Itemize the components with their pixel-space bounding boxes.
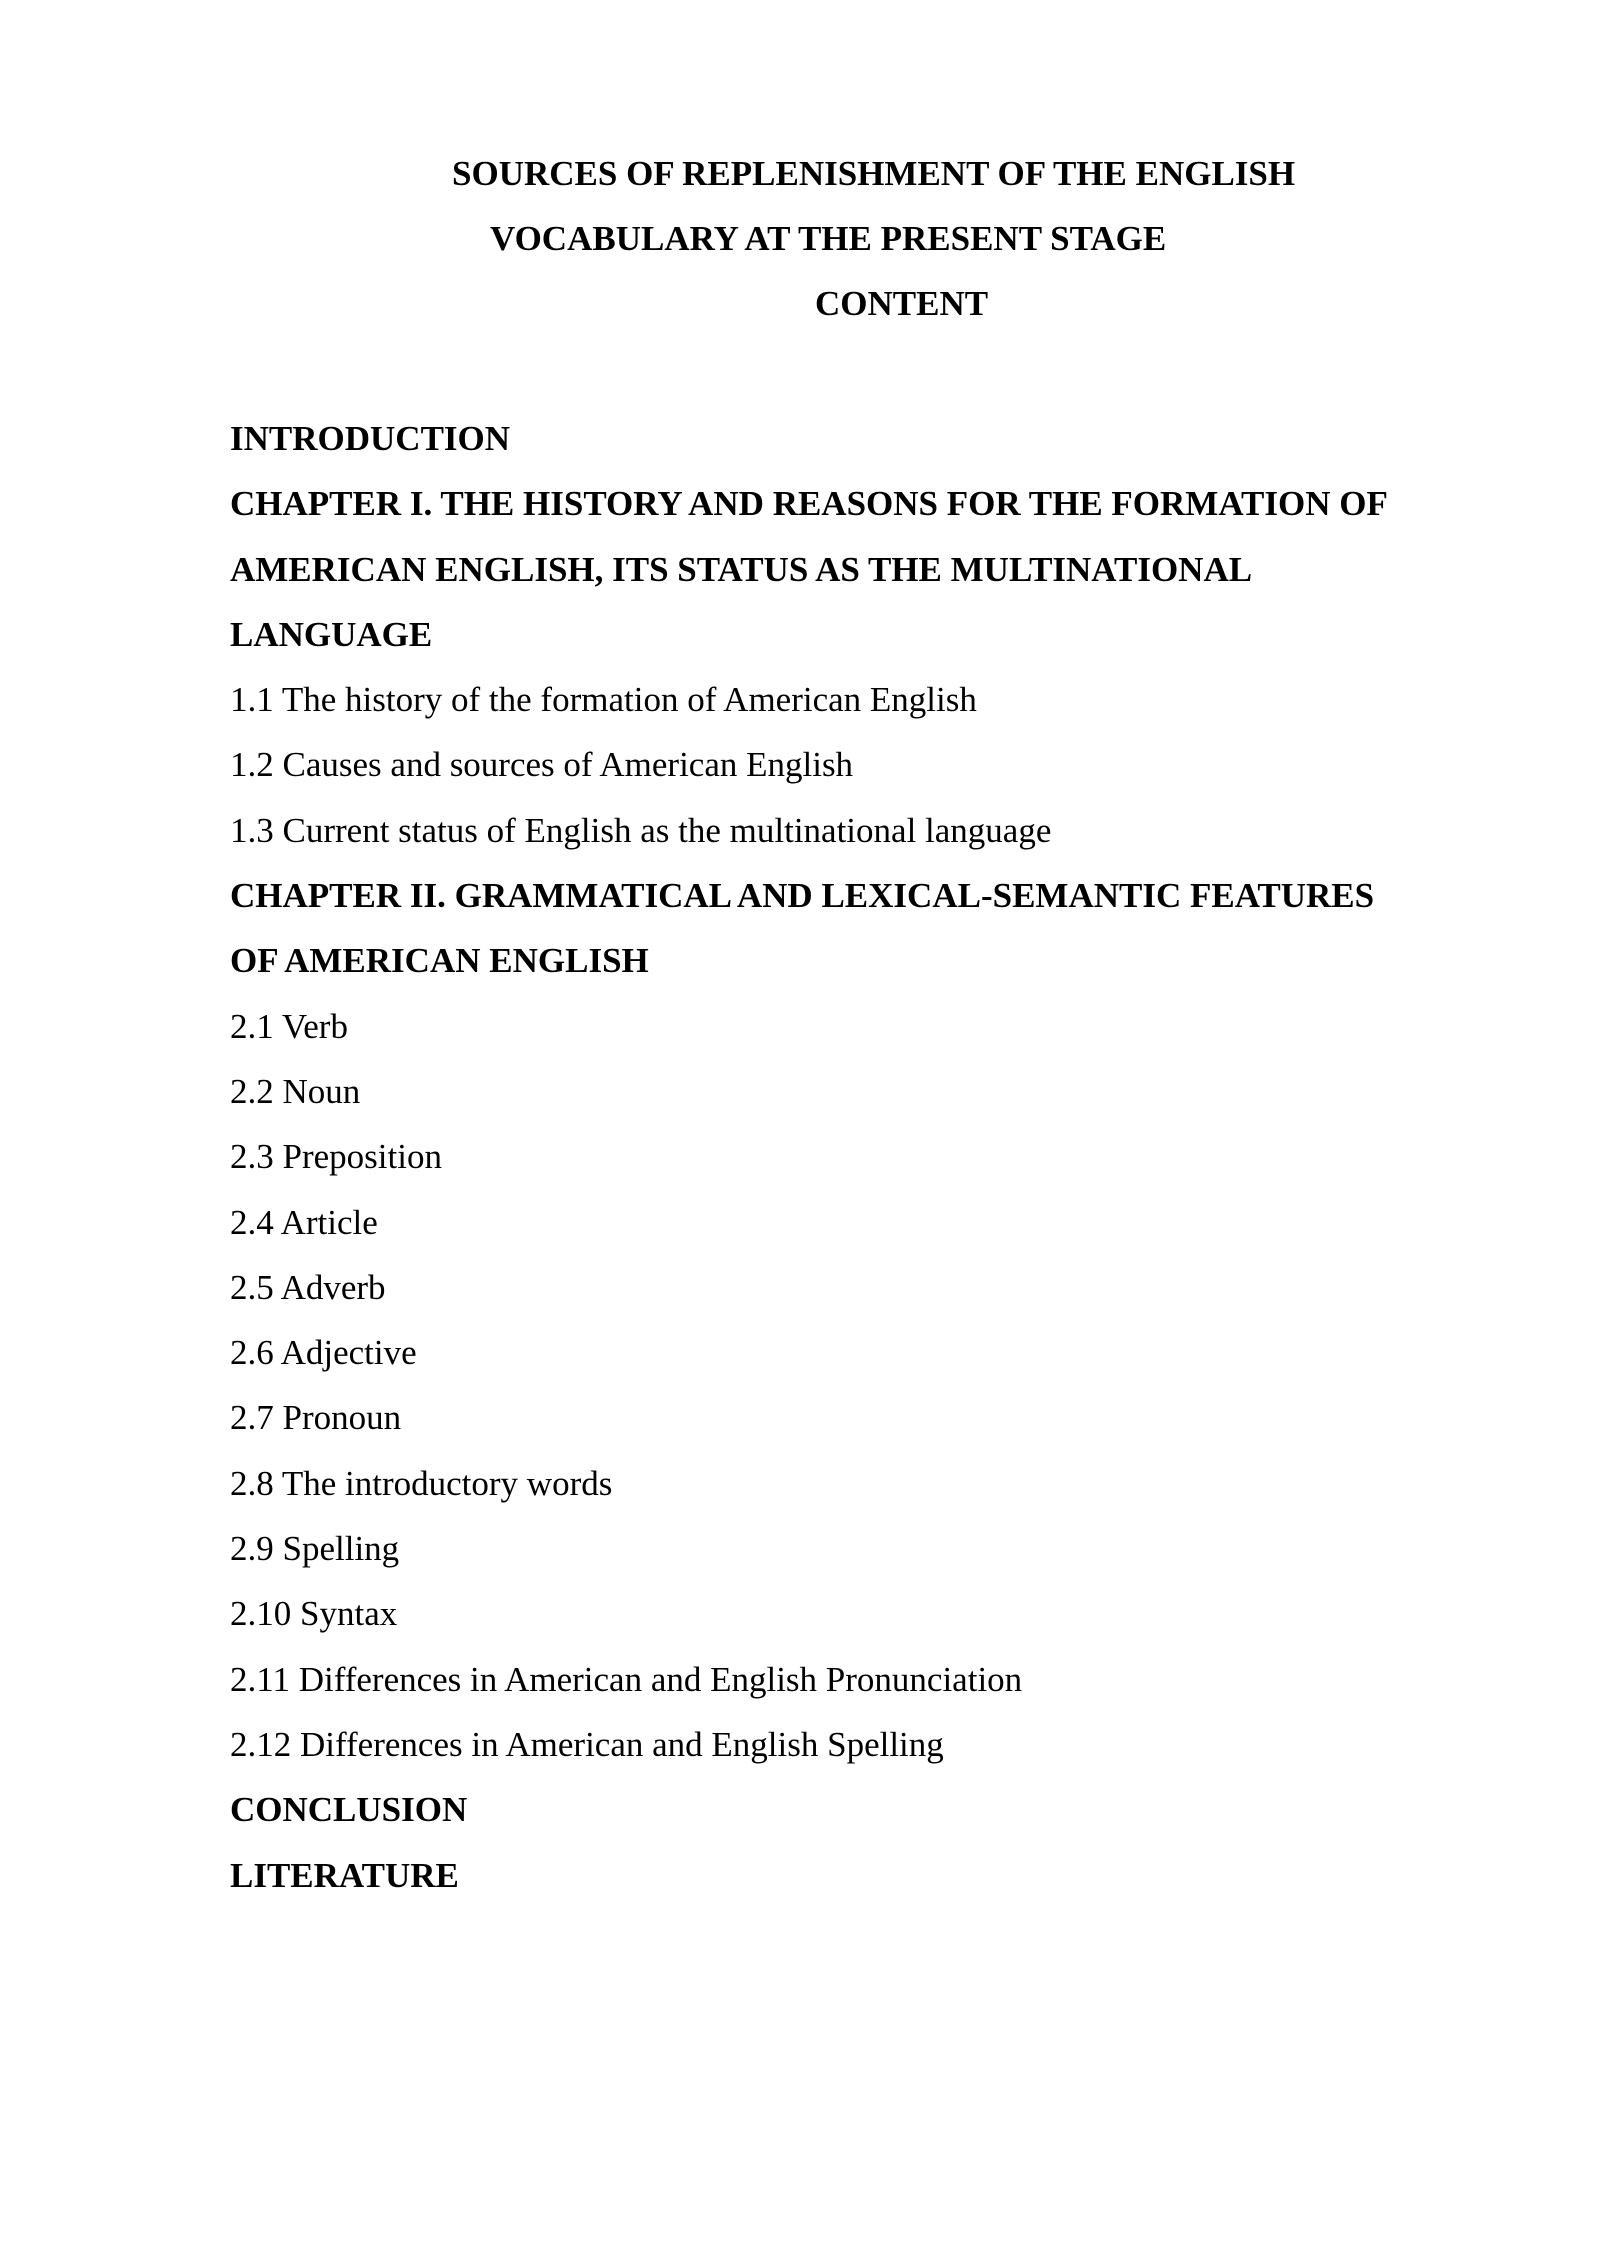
document-title-line-2: VOCABULARY AT THE PRESENT STAGE	[490, 219, 1167, 258]
toc-subsection: 1.2 Causes and sources of American English	[230, 745, 854, 785]
toc-heading: CONCLUSION	[230, 1790, 468, 1830]
toc-subsection: 2.9 Spelling	[230, 1529, 400, 1569]
toc-subsection: 1.1 The history of the formation of American English	[230, 680, 977, 720]
toc-subsection: 2.2 Noun	[230, 1071, 361, 1111]
toc-subsection: 2.8 The introductory words	[230, 1463, 613, 1503]
toc-heading: CHAPTER II. GRAMMATICAL AND LEXICAL-SEMANTIC FEATURES	[230, 876, 1375, 916]
toc-heading: LANGUAGE	[230, 614, 433, 654]
content-heading: CONTENT	[815, 284, 989, 323]
toc-subsection: 2.7 Pronoun	[230, 1398, 402, 1438]
toc-subsection: 2.11 Differences in American and English Pronunciation	[230, 1659, 1023, 1699]
table-of-contents	[230, 406, 1530, 1908]
toc-heading: INTRODUCTION	[230, 419, 511, 458]
toc-subsection: 2.1 Verb	[230, 1006, 348, 1046]
document-title-line-1: SOURCES OF REPLENISHMENT OF THE ENGLISH	[452, 154, 1296, 193]
toc-subsection: 2.5 Adverb	[230, 1267, 386, 1307]
toc-subsection: 2.6 Adjective	[230, 1333, 417, 1373]
toc-heading: AMERICAN ENGLISH, ITS STATUS AS THE MULTINATIONAL	[230, 549, 1253, 589]
toc-subsection: 2.3 Preposition	[230, 1137, 442, 1177]
toc-subsection: 1.3 Current status of English as the multinational language	[230, 810, 1052, 850]
toc-heading: OF AMERICAN ENGLISH	[230, 941, 649, 981]
toc-heading: CHAPTER I. THE HISTORY AND REASONS FOR THE FORMATION OF	[230, 484, 1388, 524]
toc-subsection: 2.12 Differences in American and English Spelling	[230, 1724, 944, 1764]
toc-heading: LITERATURE	[230, 1855, 459, 1895]
toc-subsection: 2.10 Syntax	[230, 1594, 398, 1634]
toc-subsection: 2.4 Article	[230, 1202, 378, 1242]
